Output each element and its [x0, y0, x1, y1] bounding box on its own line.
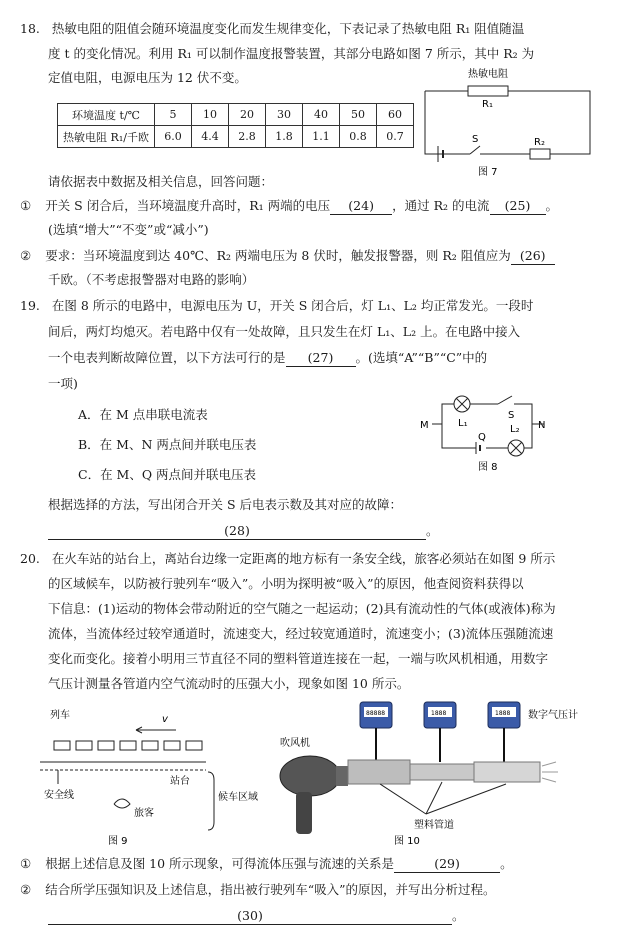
- pipe-segment-medium: [474, 762, 540, 782]
- resistor-r2-icon: [530, 149, 550, 159]
- fig8-q-label: Q: [478, 432, 486, 443]
- answer-blank-28[interactable]: (28): [48, 523, 426, 540]
- table-cell: 0.8: [340, 126, 377, 148]
- q18-sub1: [20, 198, 558, 215]
- switch-icon: [498, 396, 512, 404]
- table-cell: 30: [266, 104, 303, 126]
- table-cell: 2.8: [229, 126, 266, 148]
- fig8-n-label: N: [538, 420, 546, 431]
- table-cell: 1.8: [266, 126, 303, 148]
- fig10-pipe-label: 塑料管道: [414, 820, 454, 831]
- option-b: B．在 M、N 两点间并联电压表: [78, 437, 257, 452]
- q19-line3-text: 一个电表判断故障位置，以下方法可行的是: [48, 350, 286, 365]
- q20-sub1-text: 根据上述信息及图 10 所示现象，可得流体压强与流速的关系是: [45, 856, 395, 871]
- lamp-l2-cross: [510, 442, 522, 454]
- q19-line2: 间后，两灯均熄灭。若电路中仅有一处故障，且只发生在灯 L₁、L₂ 上。在电路中接入: [48, 324, 521, 339]
- table-header-temperature: 环境温度 t/℃: [58, 104, 155, 126]
- q20-line6: 气压计测量各管道内空气流动时的压强大小，现象如图 10 所示。: [48, 676, 410, 691]
- passenger-icon: [114, 799, 130, 808]
- fig8-s-label: S: [508, 410, 515, 421]
- fig7-caption: 图 7: [478, 167, 498, 178]
- q18-instruction: 请依据表中数据及相关信息，回答问题：: [48, 174, 274, 189]
- thermistor-r1-icon: [468, 86, 508, 96]
- barometer-reading: 1888: [495, 710, 511, 717]
- fig9-waiting-area-label: 候车区域: [218, 792, 258, 803]
- q20-sub2: [20, 882, 496, 898]
- sub-number: ①: [20, 198, 32, 213]
- table-cell: 0.7: [377, 126, 414, 148]
- hair-dryer-icon: [280, 756, 348, 834]
- fig9-passenger-label: 旅客: [134, 808, 154, 819]
- option-a: A．在 M 点串联电流表: [78, 407, 208, 422]
- q18-sub1-hint: (选填“增大”“不变”或“减小”): [48, 222, 209, 237]
- resistance-table: [57, 103, 414, 148]
- q18-sub1-end: 。: [545, 198, 559, 213]
- fig8-m-label: M: [420, 420, 429, 431]
- table-header-resistance: 热敏电阻 R₁/千欧: [58, 126, 155, 148]
- table-cell: 4.4: [192, 126, 229, 148]
- table-cell: 5: [155, 104, 192, 126]
- q19-end: 。: [426, 523, 439, 538]
- digital-barometer-1: [360, 702, 392, 760]
- q19-line1: [20, 298, 533, 314]
- q18-sub2-text-b: 千欧。（不考虑报警器对电路的影响）: [48, 272, 255, 287]
- pipe-segment-narrow: [410, 764, 474, 780]
- pipe-pointer-lines: [380, 782, 506, 814]
- waiting-area-brace: [208, 772, 214, 830]
- fig7-s-label: S: [472, 134, 479, 145]
- answer-blank-24[interactable]: (24): [330, 198, 392, 215]
- fig9-safety-line-label: 安全线: [44, 790, 74, 801]
- digital-barometer-3: [488, 702, 520, 764]
- train-cars: [54, 741, 202, 750]
- q20-line3: 下信息：(1)运动的物体会带动附近的空气随之一起运动；(2)具有流动性的气体(或液体)称为: [48, 601, 556, 616]
- q19-line3-text-b: 。(选填“A”“B”“C”中的: [355, 350, 488, 365]
- barometer-reading: 1888: [431, 710, 447, 717]
- fig8-caption: 图 8: [478, 462, 498, 473]
- q19-number: 19.: [20, 298, 40, 313]
- table-cell: 50: [340, 104, 377, 126]
- fig7-title: 热敏电阻: [468, 69, 508, 80]
- fig9-train-label: 列车: [50, 710, 70, 721]
- table-row: [58, 126, 414, 148]
- q20-sub1: [20, 856, 513, 873]
- q20-sub2-end: 。: [452, 908, 465, 923]
- q18-line2: 度 t 的变化情况。利用 R₁ 可以制作温度报警装置，其部分电路如图 7 所示，其中 R₂ 为: [48, 46, 535, 61]
- fig7-r1-label: R₁: [482, 99, 493, 110]
- q18-text: 热敏电阻的阻值会随环境温度变化而发生规律变化，下表记录了热敏电阻 R₁ 阻值随温: [51, 21, 525, 36]
- airflow-lines: [542, 762, 558, 782]
- sub-number: ②: [20, 248, 32, 263]
- q18-sub1-text-b: ，通过 R₂ 的电流: [392, 198, 490, 213]
- q20-text: 在火车站的站台上，离站台边缘一定距离的地方标有一条安全线，旅客必须站在如图 9 所示: [51, 551, 556, 566]
- barometer-reading: 88888: [366, 710, 386, 717]
- answer-blank-27[interactable]: (27): [286, 350, 356, 367]
- figure-7-circuit: [420, 64, 610, 182]
- q18-sub2: [20, 248, 555, 265]
- sub-number: ①: [20, 856, 32, 871]
- sub-number: ②: [20, 882, 32, 897]
- q18-sub1-text: 开关 S 闭合后，当环境温度升高时，R₁ 两端的电压: [45, 198, 331, 213]
- q18-number: 18.: [20, 21, 40, 36]
- lamp-l1-cross: [456, 398, 468, 410]
- digital-barometer-2: [424, 702, 456, 762]
- figure-8-circuit: [420, 390, 560, 480]
- table-cell: 40: [303, 104, 340, 126]
- fig8-l2-label: L₂: [510, 424, 520, 435]
- fig8-wires: [432, 404, 544, 448]
- figure-9-platform: [36, 704, 276, 852]
- q20-number: 20.: [20, 551, 40, 566]
- q19-instruction: 根据选择的方法，写出闭合开关 S 后电表示数及其对应的故障：: [48, 497, 403, 512]
- figure-10-pipes: [276, 696, 606, 846]
- answer-blank-29[interactable]: (29): [394, 856, 500, 873]
- q19-line4: 一项): [48, 376, 78, 391]
- table-cell: 10: [192, 104, 229, 126]
- table-cell: 1.1: [303, 126, 340, 148]
- answer-blank-26[interactable]: (26): [511, 248, 555, 265]
- q20-line4: 流体，当流体经过较窄通道时，流速变大，经过较宽通道时，流速变小；(3)流体压强随流速: [48, 626, 554, 641]
- q19-answer-line: [48, 523, 439, 540]
- fig9-platform-label: 站台: [170, 776, 190, 787]
- q20-line2: 的区域候车，以防被行驶列车“吸入”。小明为探明被“吸入”的原因，他查阅资料获得以: [48, 576, 524, 591]
- q20-sub1-end: 。: [500, 856, 513, 871]
- pipe-segment-wide: [348, 760, 410, 784]
- switch-icon: [470, 146, 480, 154]
- q20-sub2-text: 结合所学压强知识及上述信息，指出被行驶列车“吸入”的原因，并写出分析过程。: [45, 882, 496, 897]
- q20-line1: [20, 551, 555, 567]
- q18-sub2-text: 要求：当环境温度到达 40℃、R₂ 两端电压为 8 伏时，触发报警器，则 R₂ 阻值应为: [45, 248, 511, 263]
- fig9-caption: 图 9: [108, 836, 128, 847]
- fig10-dryer-label: 吹风机: [280, 738, 310, 749]
- fig10-gauge-label: 数字气压计: [528, 710, 578, 721]
- fig10-caption: 图 10: [394, 836, 420, 846]
- fig7-wires: [425, 91, 590, 154]
- fig9-v-label: v: [162, 714, 168, 725]
- table-cell: 20: [229, 104, 266, 126]
- q19-line3: [48, 350, 487, 367]
- q20-line5: 变化而变化。接着小明用三节直径不同的塑料管道连接在一起，一端与吹风机相通，用数字: [48, 651, 549, 666]
- table-row: [58, 104, 414, 126]
- q19-text: 在图 8 所示的电路中，电源电压为 U，开关 S 闭合后，灯 L₁、L₂ 均正常发光。一段时: [51, 298, 534, 313]
- fig8-l1-label: L₁: [458, 418, 468, 429]
- answer-blank-30[interactable]: (30): [48, 908, 452, 925]
- q18-line1: [20, 21, 524, 37]
- answer-blank-25[interactable]: (25): [490, 198, 546, 215]
- option-c: C．在 M、Q 两点间并联电压表: [78, 467, 257, 482]
- table-cell: 60: [377, 104, 414, 126]
- q20-answer-line: [48, 908, 465, 925]
- fig7-r2-label: R₂: [534, 137, 545, 148]
- table-cell: 6.0: [155, 126, 192, 148]
- q18-line3: 定值电阻，电源电压为 12 伏不变。: [48, 70, 247, 85]
